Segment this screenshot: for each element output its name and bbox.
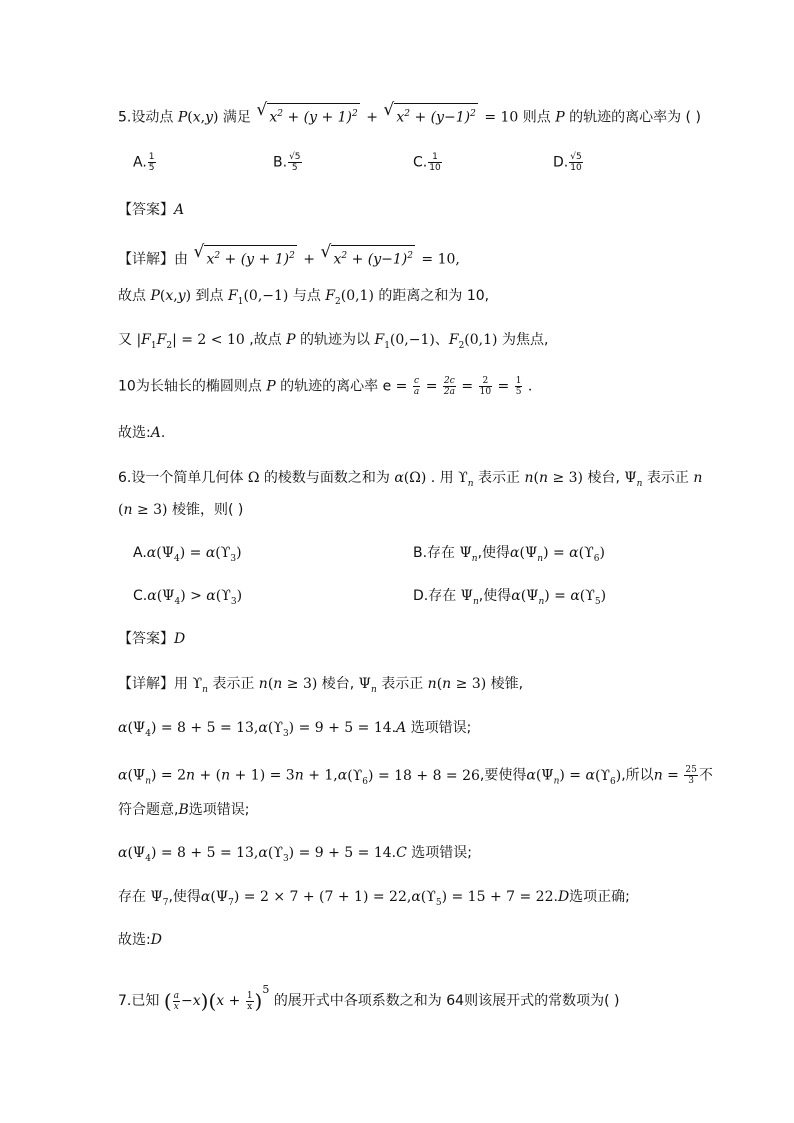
q5-lead-text: 5.设动点: [118, 109, 174, 126]
q6-answer: 【答案】D: [118, 631, 186, 647]
q6-detail-line-2: $\alpha(\Psi_4) = 8 + 5 = 13,\alpha(ϒ_3) = 9 + 5 = 14.A$ 选项错误;: [118, 720, 472, 739]
q6-option-a: $A.\alpha(\Psi_4) = \alpha(ϒ_3)$: [133, 545, 242, 564]
q6-conclusion: 故选:D: [118, 932, 162, 948]
q5-option-c: C. $\frac{1}{10}$: [413, 152, 441, 173]
q6-detail-line-3: $\alpha(\Psi_n) = 2n + (n + 1) = 3n + 1,\alpha(ϒ_6) = 18 + 8 = 26$,要使得$\alpha(\Psi_n) = \alpha(ϒ_6)$,所以n = $\frac{25}{3}$ 不: [118, 765, 713, 787]
q5-answer: 【答案】A: [118, 202, 185, 218]
q6-option-c: $C.\alpha(\Psi_4) > \alpha(ϒ_3)$: [133, 588, 243, 607]
q6-detail-line-4: 符合题意,B选项错误;: [118, 802, 250, 818]
q6-option-b: B.存在 $\Psi_n$,使得$\alpha(\Psi_n) = \alpha(ϒ_6)$: [413, 545, 605, 564]
q6-option-d: D.存在 $\Psi_n$,使得$\alpha(\Psi_n) = \alpha(ϒ_5)$: [413, 588, 607, 607]
q5-mid-text: 满足: [222, 109, 251, 126]
q5-detail-line-2: 故点 P(x,y) 到点 $F_1(0,-1)$ 与点 $F_2(0,1)$ 的距离之和为 10,: [118, 288, 490, 307]
q5-conclusion: 故选:A.: [118, 425, 166, 441]
q5-detail-line-1: 【详解】由 √ $x^2 + (y + 1)^2$ + √ $x^2 + (y-1)^2 = 10$,: [118, 245, 460, 270]
q5-tail-text: 则点: [522, 109, 551, 126]
q6-stem-line-2: (n ≥ 3) 棱锥，则( ): [118, 502, 244, 518]
q5-option-d: D. $\frac{√5}{10}$: [553, 152, 582, 173]
q5-detail-line-3: 又 $|F_1F_2| = 2 < 10$ ,故点 P 的轨迹为以 $F_1(0,-1)$、$F_2(0,1)$ 为焦点,: [118, 332, 549, 351]
q5-option-b: B. $\frac{√5}{5}$: [273, 152, 301, 173]
q6-detail-line-1: 【详解】用 $ϒ_n$ 表示正 n(n ≥ 3) 棱台, $\Psi_n$ 表示正 n(n ≥ 3) 棱锥,: [118, 676, 524, 695]
q6-stem-line-1: 6.设一个简单几何体 Ω 的棱数与面数之和为 α(Ω) . 用 $ϒ_n$ 表示正 n(n ≥ 3) 棱台, $\Psi_n$ 表示正 n: [118, 470, 703, 489]
q5-detail-line-4: 10为长轴长的椭圆则点 P 的轨迹的离心率 e = $\frac{c}{a}$ = $\frac{2c}{2a}$ = $\frac{2}{10}$ = $\frac{1}{5}$ .: [118, 376, 533, 397]
q6-detail-line-5: $\alpha(\Psi_4) = 8 + 5 = 13,\alpha(ϒ_3) = 9 + 5 = 14.C$ 选项错误;: [118, 845, 472, 864]
q5-stem: 5.设动点 P(x,y) 满足 √ $x^2 + (y + 1)^2$ + √ $x^2 + (y-1)^2 = 10$ 则点 P 的轨迹的离心率为 ( ): [118, 103, 701, 128]
q5-option-a: A. $\frac{1}{5}$: [133, 152, 155, 173]
q5-tail2-text: 的轨迹的离心率为 ( ): [569, 109, 701, 126]
q7-stem: 7.已知 ( $\frac{a}{x}$ −x)(x + $\frac{1}{x}$ )$^5$ 的展开式中各项系数之和为 64则该展开式的常数项为( ): [118, 983, 620, 1013]
q6-detail-line-6: 存在 $\Psi_7$,使得$\alpha(\Psi_7) = 2 \times 7 + (7 + 1) = 22,\alpha(ϒ_5) = 15 + 7 = 22.D$选项正确;: [118, 889, 630, 908]
